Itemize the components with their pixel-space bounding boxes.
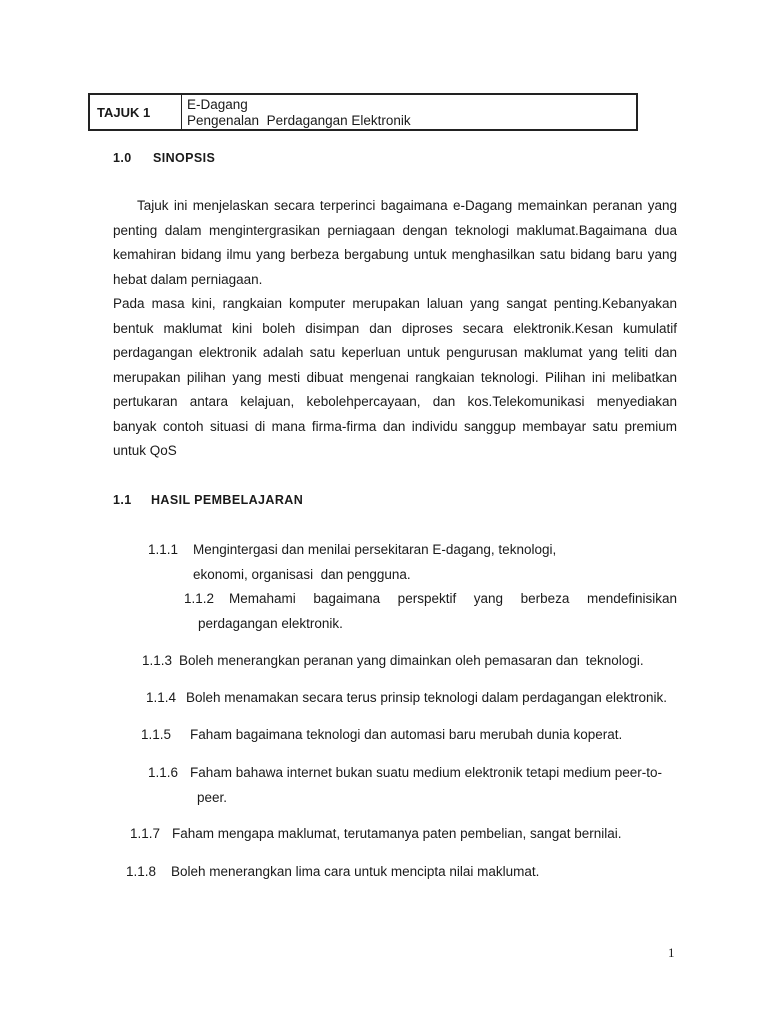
item-text: Faham bahawa internet bukan suatu medium elektronik tetapi medium peer-to- — [190, 765, 662, 780]
page-number: 1 — [668, 945, 675, 960]
list-item-1-1-2 — [184, 587, 677, 636]
item-text: Faham mengapa maklumat, terutamanya paten pembelian, sangat bernilai. — [172, 826, 622, 841]
topic-title: E-Dagang — [187, 97, 248, 112]
item-number: 1.1.7 — [130, 826, 161, 841]
list-item-1-1-1 — [148, 538, 648, 587]
section-heading-sinopsis — [113, 151, 215, 165]
list-item-1-1-6 — [148, 761, 678, 810]
topic-title-cell — [182, 95, 411, 129]
list-item-1-1-7 — [130, 822, 622, 847]
topic-subtitle: Pengenalan Perdagangan Elektronik — [187, 113, 411, 128]
section-heading-hasil-pembelajaran — [113, 493, 303, 507]
text-line: merupakan pilihan yang mesti dibuat mengenai rangkaian teknologi. Pilihan ini melibatkan — [113, 369, 677, 385]
list-item-1-1-5 — [141, 723, 622, 748]
item-text: Memahami bagaimana perspektif yang berbeza mendefinisikan — [229, 591, 677, 606]
text-line: pertukaran antara kelajuan, kebolehpercayaan, dan kos.Telekomunikasi menyediakan — [113, 394, 677, 409]
list-item-1-1-8 — [126, 860, 539, 885]
item-text: Boleh menerangkan lima cara untuk mencipta nilai maklumat. — [171, 864, 540, 879]
item-number: 1.1.1 — [148, 542, 179, 557]
text-line: kemahiran bidang ilmu yang berbeza bergabung untuk menghasilkan satu bidang baru yang — [113, 247, 677, 262]
item-text-continued: ekonomi, organisasi dan pengguna. — [193, 566, 411, 582]
section-number: 1.1 — [113, 493, 132, 507]
section-title: HASIL PEMBELAJARAN — [151, 493, 304, 507]
list-item-1-1-4 — [146, 686, 667, 711]
text-line: bentuk maklumat kini boleh disimpan dan diproses secara elektronik.Kesan kumulatif — [113, 320, 677, 336]
topic-header-table — [88, 93, 638, 131]
item-text-continued: peer. — [197, 789, 228, 805]
topic-label: TAJUK 1 — [90, 95, 182, 129]
item-number: 1.1.3 — [142, 653, 173, 668]
text-line: hebat dalam perniagaan. — [113, 271, 263, 287]
item-number: 1.1.4 — [146, 690, 177, 705]
item-number: 1.1.6 — [148, 765, 179, 780]
item-number: 1.1.2 — [184, 591, 215, 606]
text-line: Pada masa kini, rangkaian komputer merupakan laluan yang sangat penting.Kebanyakan — [113, 296, 677, 311]
item-text: Boleh menerangkan peranan yang dimainkan oleh pemasaran dan teknologi. — [179, 653, 644, 668]
text-line: untuk QoS — [113, 443, 177, 458]
text-line: perdagangan elektronik adalah satu keperluan untuk pengurusan maklumat yang teliti dan — [113, 345, 677, 360]
item-text: Faham bagaimana teknologi dan automasi baru merubah dunia koperat. — [190, 727, 623, 742]
item-text-continued: perdagangan elektronik. — [198, 615, 343, 631]
item-text: Mengintergasi dan menilai persekitaran E-dagang, teknologi, — [193, 542, 557, 557]
synopsis-paragraph-1 — [113, 194, 677, 292]
item-number: 1.1.5 — [141, 727, 172, 742]
list-item-1-1-3 — [142, 649, 644, 674]
text-line: penting dalam mengintergrasikan perniagaan dengan teknologi maklumat.Bagaimana dua — [113, 222, 677, 238]
item-number: 1.1.8 — [126, 864, 157, 879]
text-line: banyak contoh situasi di mana firma-firma dan individu sanggup membayar satu premium — [113, 418, 677, 434]
section-title: SINOPSIS — [153, 151, 216, 165]
item-text: Boleh menamakan secara terus prinsip teknologi dalam perdagangan elektronik. — [186, 690, 668, 705]
text-line: Tajuk ini menjelaskan secara terperinci bagaimana e-Dagang memainkan peranan yang — [137, 198, 677, 213]
section-number: 1.0 — [113, 151, 132, 165]
synopsis-paragraph-2 — [113, 292, 677, 464]
